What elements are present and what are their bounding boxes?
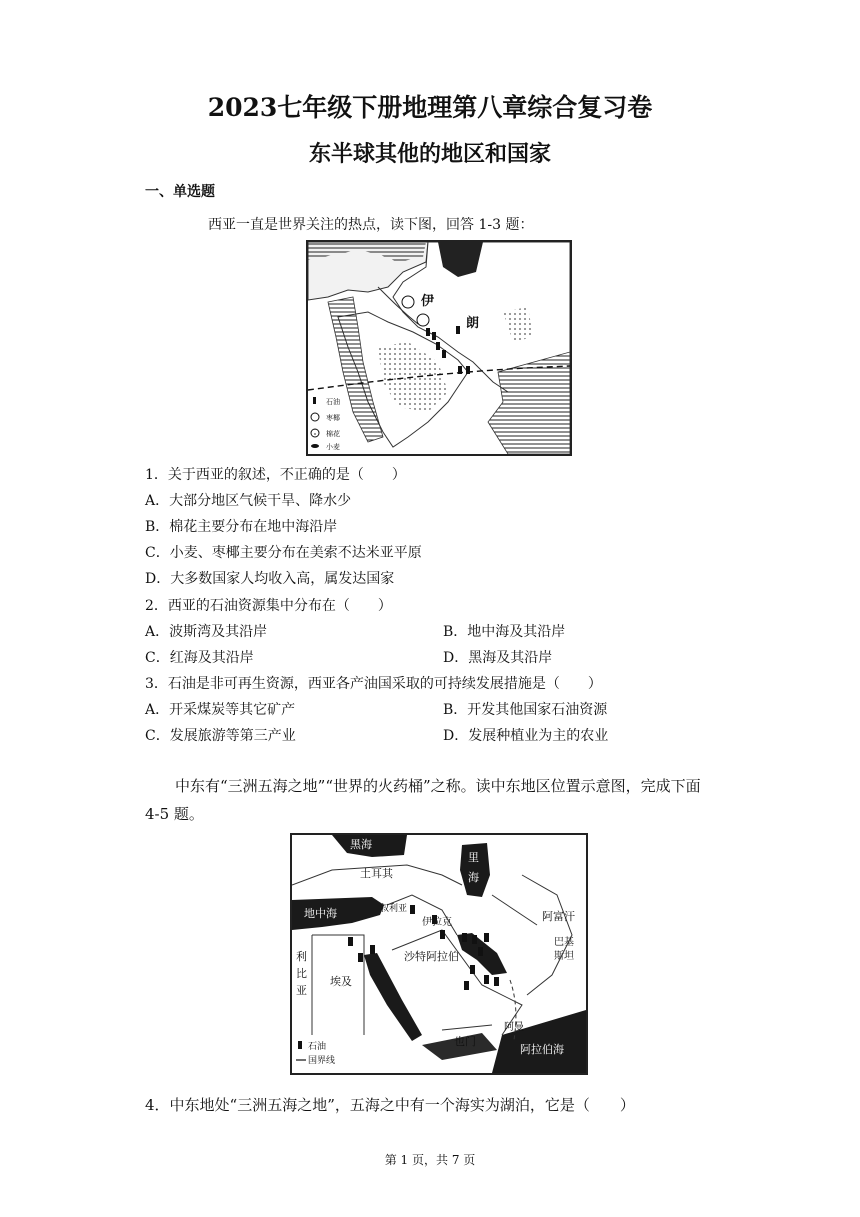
q2-stem: 2．西亚的石油资源集中分布在（ ） [145,598,392,614]
map2-turkey: 土耳其 [360,867,393,880]
q2-option-b: B．地中海及其沿岸 [443,624,566,640]
middle-east-map-figure [292,835,586,1073]
map2-pakistan-2: 斯坦 [554,951,574,962]
map2-mediterranean: 地中海 [304,907,337,920]
map2-legend-border: 国界线 [308,1056,336,1066]
map2-libya-3: 亚 [296,984,307,997]
west-asia-map [306,240,572,456]
map2-iraq: 伊拉克 [422,917,452,928]
map2-egypt: 埃及 [330,975,352,988]
map2-caspian-1: 里 [468,851,479,864]
page-title: 2023七年级下册地理第八章综合复习卷 [207,93,653,122]
map1-legend [311,397,340,451]
q3-option-b: B．开发其他国家石油资源 [443,702,608,718]
map2-afghanistan: 阿富汗 [542,910,575,923]
q2-option-a: A．波斯湾及其沿岸 [145,624,268,640]
q1-stem: 1．关于西亚的叙述，不正确的是（ ） [145,467,406,483]
q1-option-d: D．大多数国家人均收入高，属发达国家 [145,571,395,587]
q1-option-a: A．大部分地区气候干旱、降水少 [145,493,352,509]
q1-option-c: C．小麦、枣椰主要分布在美索不达米亚平原 [145,545,422,561]
map2-syria: 叙利亚 [380,904,408,914]
q3-option-a: A．开采煤炭等其它矿产 [145,702,296,718]
q4-stem: 4．中东地处“三洲五海之地”，五海之中有一个海实为湖泊，它是（ ） [145,1096,635,1114]
map2-libya-1: 利 [296,950,307,963]
legend-oil: 石油 [326,398,340,406]
map2-arabian-sea: 阿拉伯海 [520,1043,564,1056]
q3-option-c: C．发展旅游等第三产业 [145,728,296,744]
intro-text-1: 西亚一直是世界关注的热点，读下图，回答 1-3 题： [208,217,534,233]
map2-black-sea: 黑海 [350,838,372,851]
map1-label-iran-1: 伊 [421,294,435,309]
map2-saudi: 沙特阿拉伯 [404,950,459,963]
q1-option-b: B．棉花主要分布在地中海沿岸 [145,519,338,535]
q3-stem: 3．石油是非可再生资源，西亚各产油国采取的可持续发展措施是（ ） [145,676,602,692]
map2-pakistan-1: 巴基 [554,937,574,948]
legend-wheat: 小麦 [326,443,340,451]
map2-libya-2: 比 [296,967,307,980]
legend-cotton: 棉花 [326,430,340,438]
page-subtitle: 东半球其他的地区和国家 [308,141,551,167]
q2-option-d: D．黑海及其沿岸 [443,650,553,666]
map2-oman: 阿曼 [504,1022,524,1033]
map1-label-iran-2: 朗 [466,316,480,331]
section-heading: 一、单选题 [145,184,215,200]
map2-caspian-2: 海 [468,871,479,884]
q2-option-c: C．红海及其沿岸 [145,650,254,666]
q3-option-d: D．发展种植业为主的农业 [443,728,609,744]
middle-east-map [290,833,588,1075]
west-asia-map-figure [308,242,570,454]
map2-yemen: 也门 [454,1035,476,1048]
page-footer: 第 1 页，共 7 页 [384,1153,476,1167]
intro-text-2: 中东有“三洲五海之地”“世界的火药桶”之称。读中东地区位置示意图，完成下面 4-5 题。 [145,777,701,823]
map2-legend-oil: 石油 [308,1042,327,1052]
legend-date-palm: 枣椰 [326,414,340,422]
map2-legend [296,1040,335,1066]
